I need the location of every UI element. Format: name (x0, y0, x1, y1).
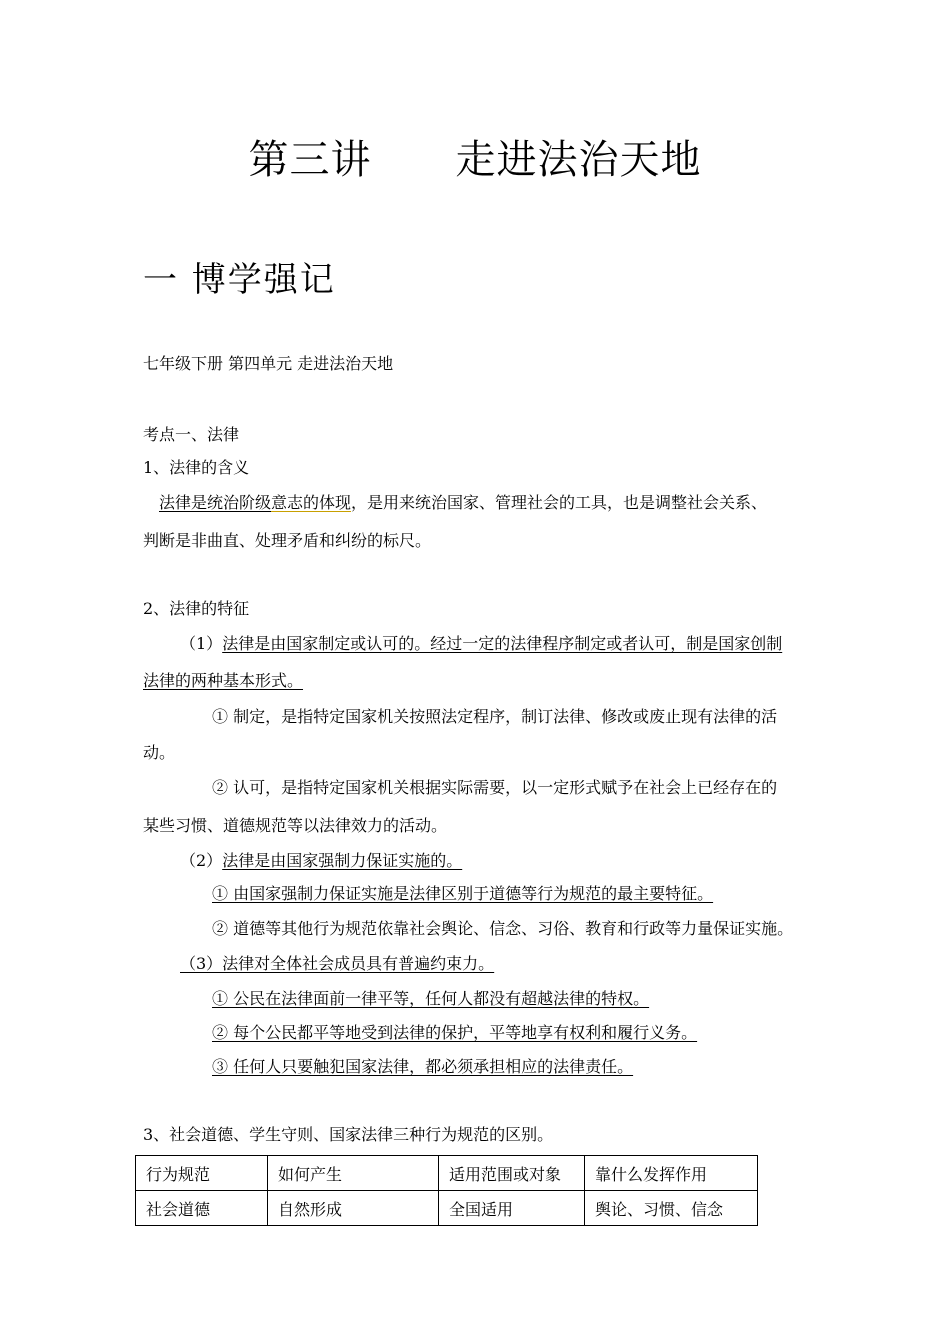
table-cell: 舆论、习惯、信念 (585, 1191, 758, 1226)
title-lecture: 第三讲 (248, 137, 372, 183)
features-heading: 2、法律的特征 (143, 599, 250, 618)
meaning-rest: ，是用来统治国家、管理社会的工具，也是调整社会关系、 (351, 493, 768, 512)
table-cell: 自然形成 (268, 1191, 439, 1226)
meaning-heading: 1、法律的含义 (143, 458, 250, 477)
feature1-underlined: 法律是由国家制定或认可的。经过一定的法律程序制定或者认可，制是国家创制 (222, 634, 783, 653)
feature2-line (180, 850, 462, 872)
table-cell: 全国适用 (439, 1191, 585, 1226)
difference-heading: 3、社会道德、学生守则、国家法律三种行为规范的区别。 (143, 1125, 554, 1144)
feature3-item-a: ① 公民在法律面前一律平等，任何人都没有超越法律的特权。 (212, 989, 650, 1008)
table-header-cell: 靠什么发挥作用 (585, 1156, 758, 1191)
feature2-prefix: （2） (180, 851, 223, 870)
unit-line: 七年级下册 第四单元 走进法治天地 (143, 354, 394, 373)
feature2-item-b: ② 道德等其他行为规范依靠社会舆论、信念、习俗、教育和行政等力量保证实施。 (212, 919, 794, 938)
title-topic: 走进法治天地 (455, 137, 702, 183)
meaning-underlined-2: 意志的体现 (271, 493, 352, 512)
feature1-item-b-line1: ② 认可，是指特定国家机关根据实际需要，以一定形式赋予在社会上已经存在的 (212, 778, 778, 797)
feature1-item-b-line2: 某些习惯、道德规范等以法律效力的活动。 (143, 816, 448, 835)
page-title (0, 128, 950, 185)
table-cell: 社会道德 (136, 1191, 268, 1226)
table-header-cell: 行为规范 (136, 1156, 268, 1191)
meaning-paragraph-line1 (159, 492, 767, 514)
feature1-prefix: （1） (180, 634, 223, 653)
feature2-underlined: 法律是由国家强制力保证实施的。 (222, 851, 463, 870)
kaodian-heading: 考点一、法律 (143, 425, 240, 444)
meaning-underlined-1: 法律是统治阶级 (159, 493, 272, 512)
feature1-item-a-line1: ① 制定，是指特定国家机关按照法定程序，制订法律、修改或废止现有法律的活 (212, 707, 778, 726)
feature2-item-a: ① 由国家强制力保证实施是法律区别于道德等行为规范的最主要特征。 (212, 884, 714, 903)
section-heading: 一 博学强记 (143, 260, 336, 300)
table-row (136, 1191, 758, 1226)
feature1-item-a-line2: 动。 (143, 743, 176, 762)
feature3-item-c: ③ 任何人只要触犯国家法律，都必须承担相应的法律责任。 (212, 1057, 634, 1076)
feature3-line: （3）法律对全体社会成员具有普遍约束力。 (180, 954, 495, 973)
meaning-paragraph-line2: 判断是非曲直、处理矛盾和纠纷的标尺。 (143, 531, 432, 550)
feature1-line2: 法律的两种基本形式。 (143, 671, 304, 690)
table-header-cell: 如何产生 (268, 1156, 439, 1191)
feature3-item-b: ② 每个公民都平等地受到法律的保护，平等地享有权利和履行义务。 (212, 1023, 698, 1042)
table-header-cell: 适用范围或对象 (439, 1156, 585, 1191)
table-header-row (136, 1156, 758, 1191)
feature1-line1 (180, 633, 782, 655)
comparison-table (135, 1155, 758, 1226)
